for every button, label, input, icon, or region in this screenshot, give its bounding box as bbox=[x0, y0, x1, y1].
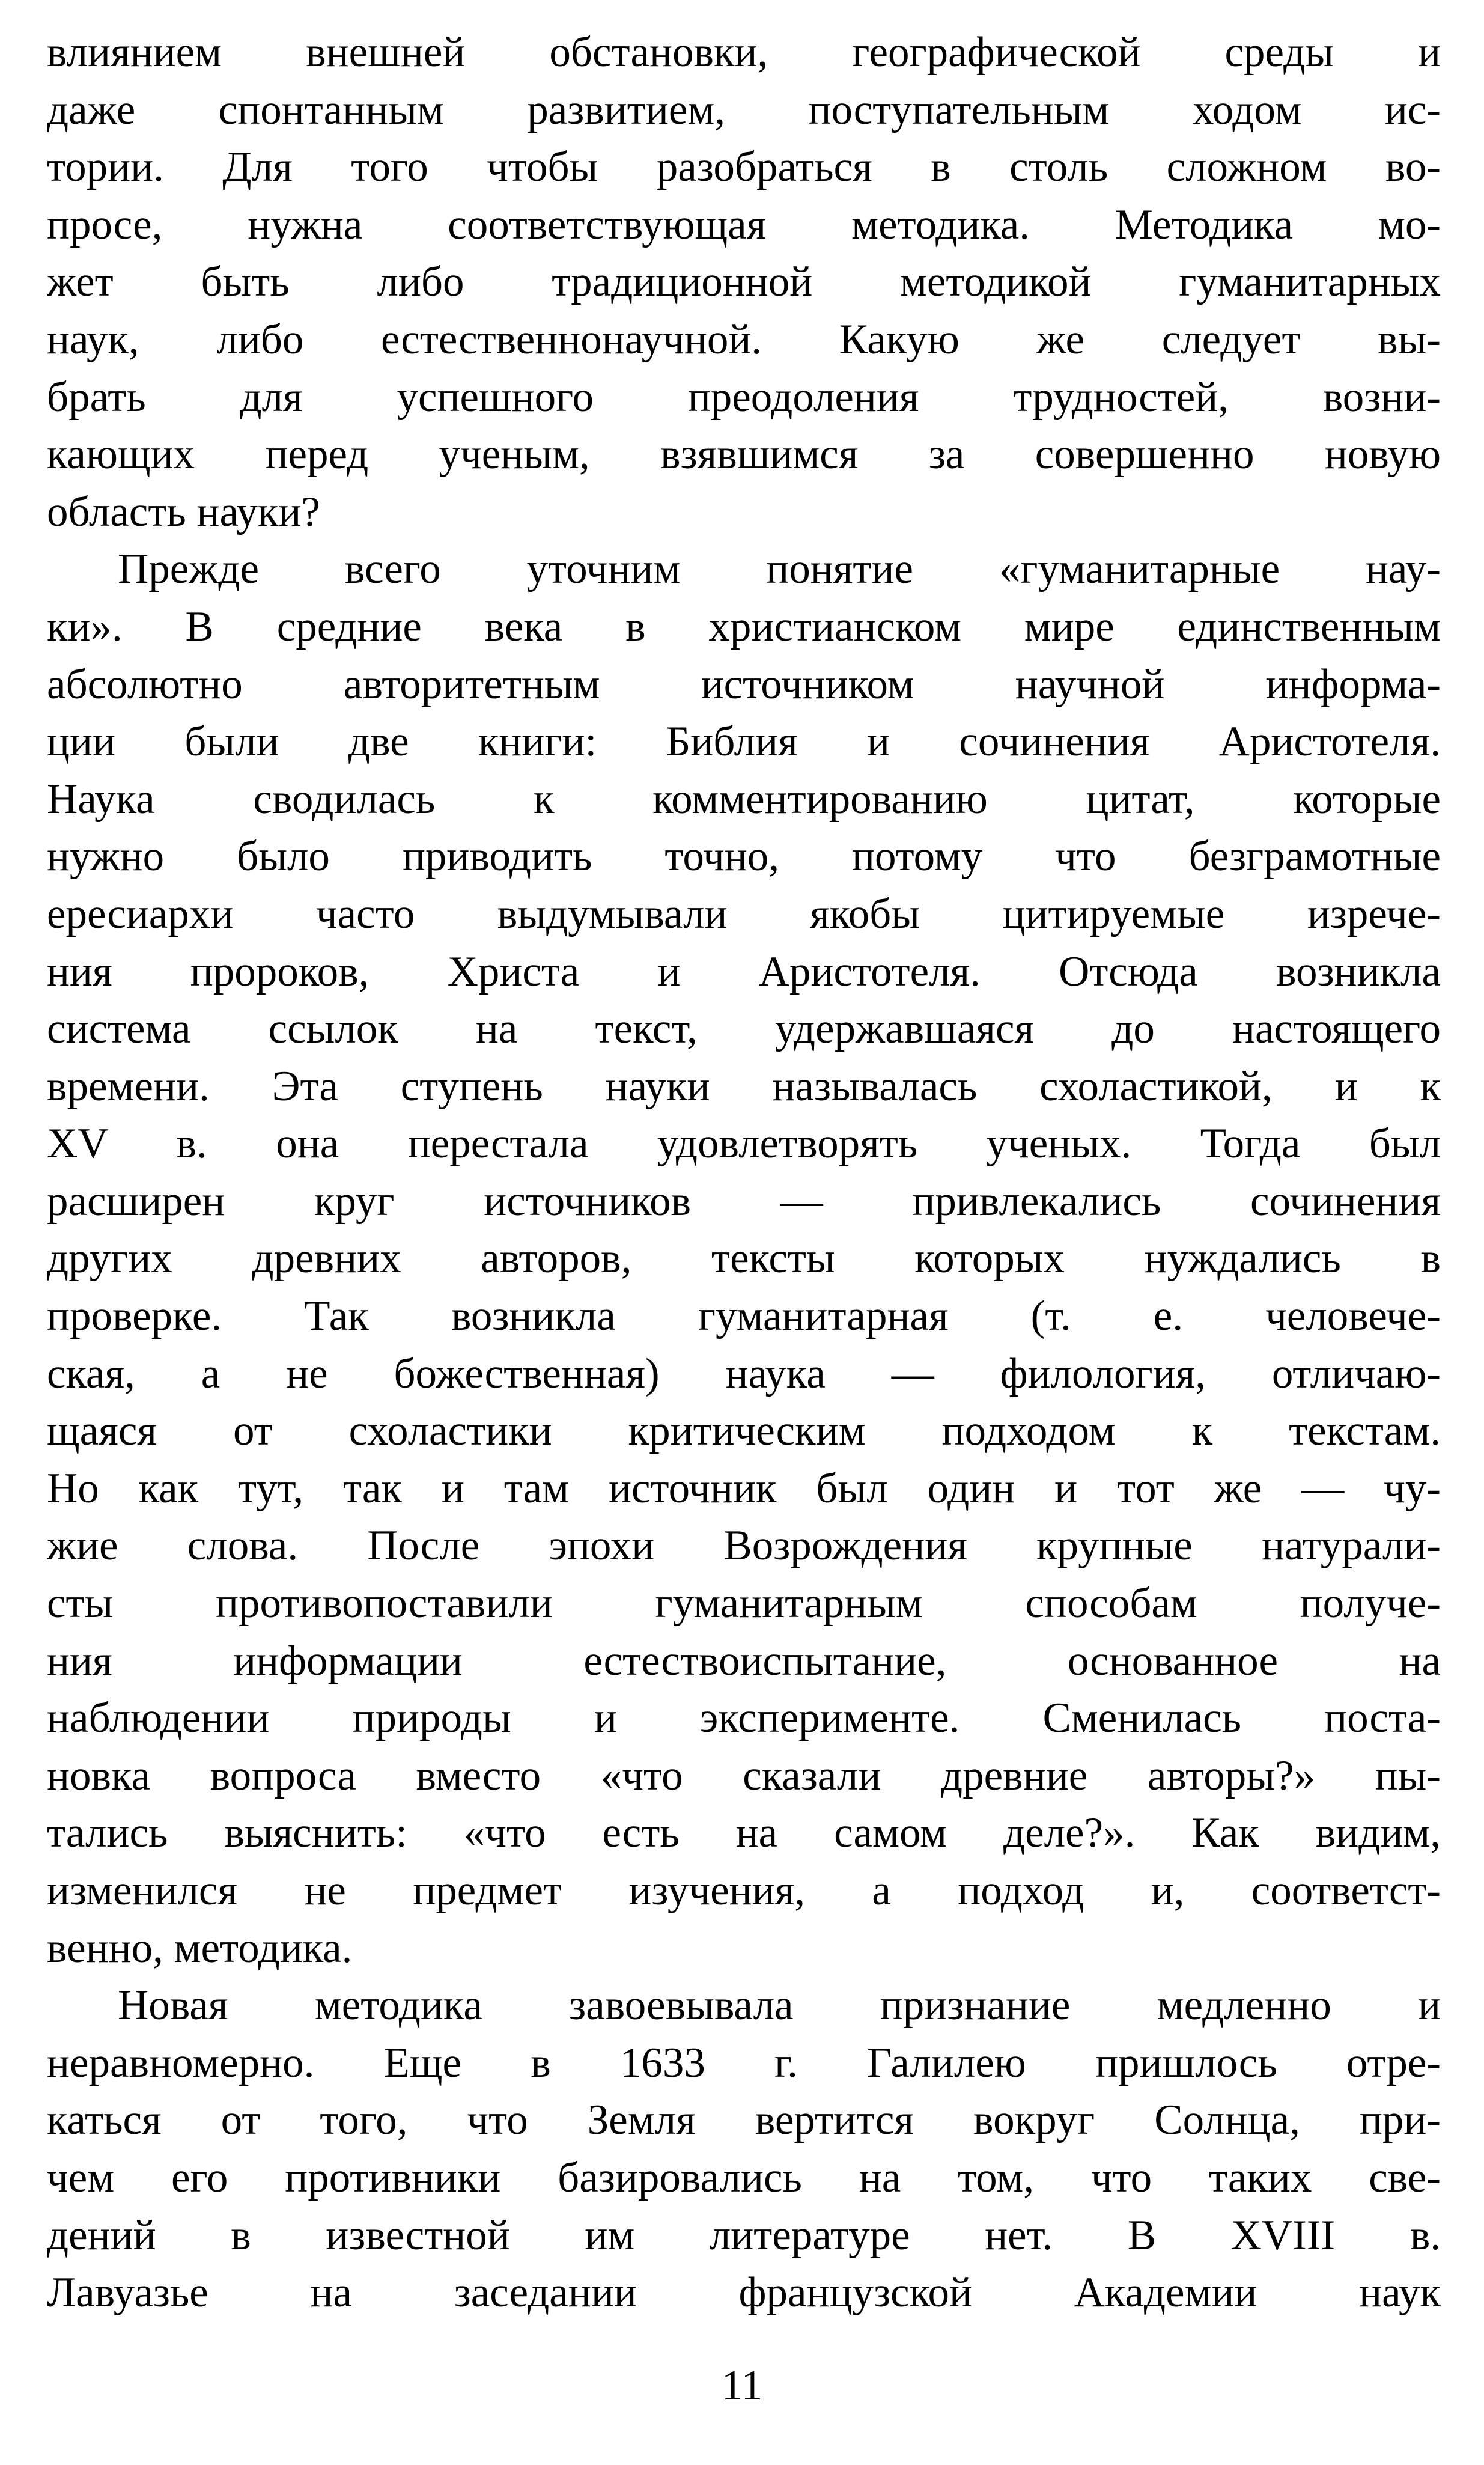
text-line: сты противопоставили гуманитарным способам получе- bbox=[47, 1580, 1441, 1627]
paragraph bbox=[47, 1977, 1441, 2322]
paragraph bbox=[47, 541, 1441, 1977]
text-line: изменился не предмет изучения, а подход и, соответст- bbox=[47, 1867, 1441, 1914]
text-line: каться от того, что Земля вертится вокруг Солнца, при- bbox=[47, 2097, 1441, 2144]
page-number: 11 bbox=[721, 2362, 763, 2409]
text-line: неравномерно. Еще в 1633 г. Галилею пришлось отре- bbox=[47, 2039, 1441, 2086]
text-line: венно, методика. bbox=[47, 1924, 353, 1972]
text-line: брать для успешного преодоления трудностей, возни- bbox=[47, 373, 1441, 421]
text-line: тались выяснить: «что есть на самом деле?». Как видим, bbox=[47, 1809, 1441, 1857]
document-body bbox=[47, 24, 1441, 2322]
text-line: абсолютно авторитетным источником научной информа- bbox=[47, 660, 1441, 708]
text-line: область науки? bbox=[47, 488, 320, 535]
text-line: кающих перед ученым, взявшимся за совершенно новую bbox=[47, 431, 1441, 478]
text-line: Лавуазье на заседании французской Академии наук bbox=[47, 2269, 1441, 2317]
text-line: ния пророков, Христа и Аристотеля. Отсюда возникла bbox=[47, 948, 1441, 995]
text-line: влиянием внешней обстановки, географической среды и bbox=[47, 29, 1441, 76]
text-line: Но как тут, так и там источник был один и тот же — чу- bbox=[47, 1464, 1441, 1512]
text-line: наблюдении природы и эксперименте. Сменилась поста- bbox=[47, 1695, 1441, 1742]
text-line: наук, либо естественнонаучной. Какую же следует вы- bbox=[47, 315, 1441, 363]
text-line: XV в. она перестала удовлетворять ученых. Тогда был bbox=[47, 1120, 1441, 1168]
text-line: Новая методика завоевывала признание медленно и bbox=[118, 1982, 1441, 2029]
text-line: времени. Эта ступень науки называлась схоластикой, и к bbox=[47, 1062, 1441, 1110]
text-line: система ссылок на текст, удержавшаяся до настоящего bbox=[47, 1005, 1441, 1053]
text-line: Наука сводилась к комментированию цитат, которые bbox=[47, 775, 1441, 823]
text-line: расширен круг источников — привлекались сочинения bbox=[47, 1177, 1441, 1225]
text-line: новка вопроса вместо «что сказали древние авторы?» пы- bbox=[47, 1752, 1441, 1799]
text-line: чем его противники базировались на том, что таких све- bbox=[47, 2154, 1441, 2201]
text-line: жет быть либо традиционной методикой гуманитарных bbox=[47, 258, 1441, 306]
text-line: просе, нужна соответствующая методика. Методика мо- bbox=[47, 201, 1441, 248]
text-line: дений в известной им литературе нет. В XVIII в. bbox=[47, 2211, 1441, 2259]
text-line: даже спонтанным развитием, поступательным ходом ис- bbox=[47, 86, 1441, 133]
text-line: Прежде всего уточним понятие «гуманитарные нау- bbox=[118, 546, 1441, 593]
text-line: жие слова. После эпохи Возрождения крупные натурали- bbox=[47, 1522, 1441, 1570]
text-line: ская, а не божественная) наука — филология, отличаю- bbox=[47, 1350, 1441, 1397]
text-line: щаяся от схоластики критическим подходом к текстам. bbox=[47, 1407, 1441, 1455]
text-line: ции были две книги: Библия и сочинения Аристотеля. bbox=[47, 718, 1441, 766]
text-line: ния информации естествоиспытание, основанное на bbox=[47, 1637, 1441, 1684]
text-line: нужно было приводить точно, потому что безграмотные bbox=[47, 833, 1441, 880]
text-line: тории. Для того чтобы разобраться в столь сложном во- bbox=[47, 144, 1441, 191]
text-line: ересиархи часто выдумывали якобы цитируемые изрече- bbox=[47, 890, 1441, 937]
text-line: проверке. Так возникла гуманитарная (т. е. человече- bbox=[47, 1293, 1441, 1340]
text-line: ки». В средние века в христианском мире единственным bbox=[47, 603, 1441, 650]
text-line: других древних авторов, тексты которых нуждались в bbox=[47, 1235, 1441, 1282]
paragraph bbox=[47, 24, 1441, 541]
